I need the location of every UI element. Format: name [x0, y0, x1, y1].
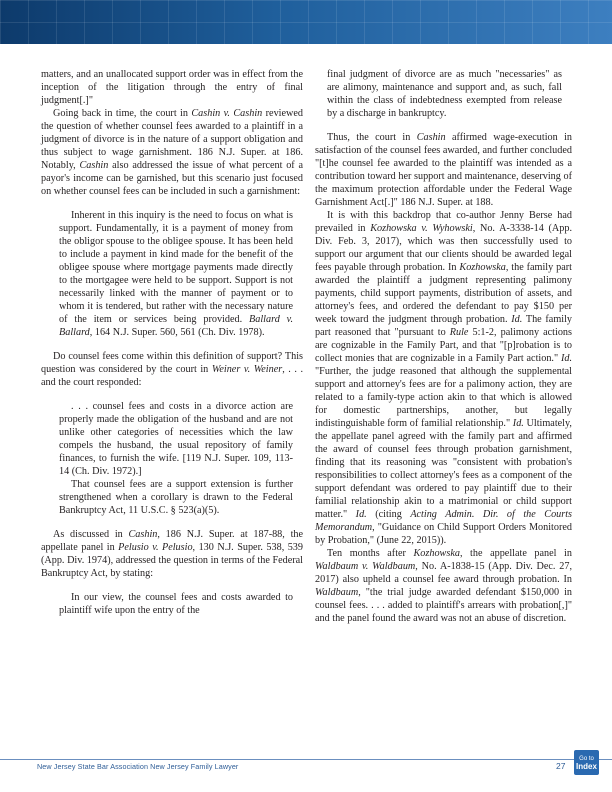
block-quote: In our view, the counsel fees and costs awarded to plaintiff wife upon the entry of the: [59, 592, 293, 616]
case-name: Waldbaum v. Waldbaum: [315, 561, 416, 572]
case-name: Cashin v. Cashin: [191, 108, 263, 119]
paragraph: matters, and an unallocated support order was in effect from the inception of the litigation through the entry of final judgment[.]": [41, 69, 303, 106]
paragraph: It is with this backdrop that co-author Jenny Berse had prevailed in Kozhowska v. Wyhowski, No. A-3338-14 (App. Div. Feb. 3, 2017), which was then successfully used to support our argument that our clients should be awarded legal fees payable through probation. In Kozhowska, the family part awarded the plaintiff a judgment representing palimony payments, child support payments, distribution of assets, and attorney's fees, and ordered the defendant to pay $150 per week toward the judgment through probation. Id. The family part reasoned that "pursuant to Rule 5:1-2, palimony actions are cognizable in the Family Part, and that "[p]robation is to collect monies that are cognizable in a Family Part action." Id. "Further, the judge reasoned that although the supplemental support and attorney's fees are for a palimony action, they are related to a family-type action akin to that which is allowed for domestic partnerships, another, but legally indistinguishable form of familial relationship." Id. Ultimately, the appellate panel agreed with the family part and affirmed the award of counsel fees through probation garnishment, finding that its reasoning was "consistent with probation's responsibilities to collect attorney's fees as a component of the support defendant was ordered to pay plaintiff due to their familial relationship akin to a matrimonial or child support matter." Id. (citing Acting Admin. Dir. of the Courts Memorandum, "Guidance on Child Support Orders Monitored by Probation," (June 22, 2015)).: [315, 210, 573, 546]
right-column: [315, 68, 572, 625]
citation: Rule: [449, 327, 469, 338]
paragraph: Ten months after Kozhowska, the appellate panel in Waldbaum v. Waldbaum, No. A-1838-15 (App. Div. Dec. 27, 2017) also upheld a counsel fee award through probation. In Waldbaum, "the trial judge awarded defendant $150,000 in counsel fees. . . . added to plaintiff's arrears with probation[,]" and the panel found the award was not an abuse of discretion.: [315, 548, 572, 624]
left-column: [41, 68, 303, 617]
block-quote: . . . counsel fees and costs in a divorce action are properly made the obligation of the husband and are not unlike other categories of necessities which the law compels the husband, the usual repository of family finances, to furnish the wife. [119 N.J. Super. 109, 113-14 (Ch. Div. 1972).]: [59, 401, 293, 477]
paragraph: As discussed in Cashin, 186 N.J. Super. at 187-88, the appellate panel in Pelusio v. Pelusio, 130 N.J. Super. 538, 539 (App. Div. 1974), addressed the question in terms of the Federal Bankruptcy Act, by stating:: [41, 529, 304, 579]
case-name: Kozhowska: [413, 548, 460, 559]
case-name: Kozhowska v. Wyhowski: [370, 223, 473, 234]
block-quote: Inherent in this inquiry is the need to focus on what is support. Fundamentally, it is a payment of money from the obligor spouse to the obligee spouse. It has been held to include a payment in kind made for the benefit of the obligee spouse where mortgage payments made directly to the mortgagee were held to be support. Support is not necessarily linked with the manner of payment or to whom it is tendered, but rather with the necessary nature of the item or services being provided. Ballard v. Ballard, 164 N.J. Super. 560, 561 (Ch. Div. 1978).: [59, 210, 293, 338]
paragraph: Do counsel fees come within this definition of support? This question was considered by the court in Weiner v. Weiner, . . . and the court responded:: [41, 351, 304, 388]
citation: Id.: [511, 314, 523, 325]
case-name: Cashin: [416, 132, 446, 143]
case-name: Kozhowska: [459, 262, 506, 273]
goto-label: Go to: [579, 755, 594, 762]
case-name: Cashin: [128, 529, 158, 540]
paragraph: Going back in time, the court in Cashin v. Cashin reviewed the question of whether counsel fees awarded to a plaintiff in a judgment of divorce is in the nature of a support obligation and thus subject to wage garnishment. 186 N.J. Super. at 186. Notably, Cashin also addressed the issue of what percent of a payor's income can be garnished, but this scenario just focused on whether counsel fees can be included in such a garnishment:: [41, 108, 303, 197]
case-name: Weiner v. Weiner: [211, 364, 283, 375]
case-name: Ballard v. Ballard: [59, 314, 293, 338]
page-number: 27: [556, 761, 566, 771]
citation: Id.: [512, 418, 524, 429]
case-name: Cashin: [79, 160, 109, 171]
block-quote: final judgment of divorce are as much "necessaries" as are alimony, maintenance and support and, as such, fall within the class of indebtedness exempted from release by a discharge in bankruptcy.: [327, 69, 562, 119]
paragraph: Thus, the court in Cashin affirmed wage-execution in satisfaction of the counsel fees awarded, and further concluded "[t]he counsel fee awarded to the plaintiff was intended as a contribution toward her support and maintenance, deserving of the maximum protection affordable under the Federal Wage Garnishment Act[.]" 186 N.J. Super. at 188.: [315, 132, 573, 208]
case-name: Pelusio v. Pelusio: [118, 542, 193, 553]
block-quote: That counsel fees are a support extension is further strengthened when a corollary is drawn to the Federal Bankruptcy Act, 11 U.S.C. § 523(a)(5).: [59, 479, 293, 516]
footer-divider: [0, 759, 612, 760]
header-banner: [0, 0, 612, 44]
citation: Id.: [560, 353, 572, 364]
case-name: Waldbaum: [315, 587, 359, 598]
index-label: Index: [576, 761, 597, 771]
citation: Id.: [355, 509, 367, 520]
citation: Acting Admin. Dir. of the Courts Memorandum: [315, 509, 573, 533]
footer-publication: New Jersey State Bar Association New Jersey Family Lawyer: [37, 762, 239, 771]
goto-index-button[interactable]: [574, 750, 599, 775]
